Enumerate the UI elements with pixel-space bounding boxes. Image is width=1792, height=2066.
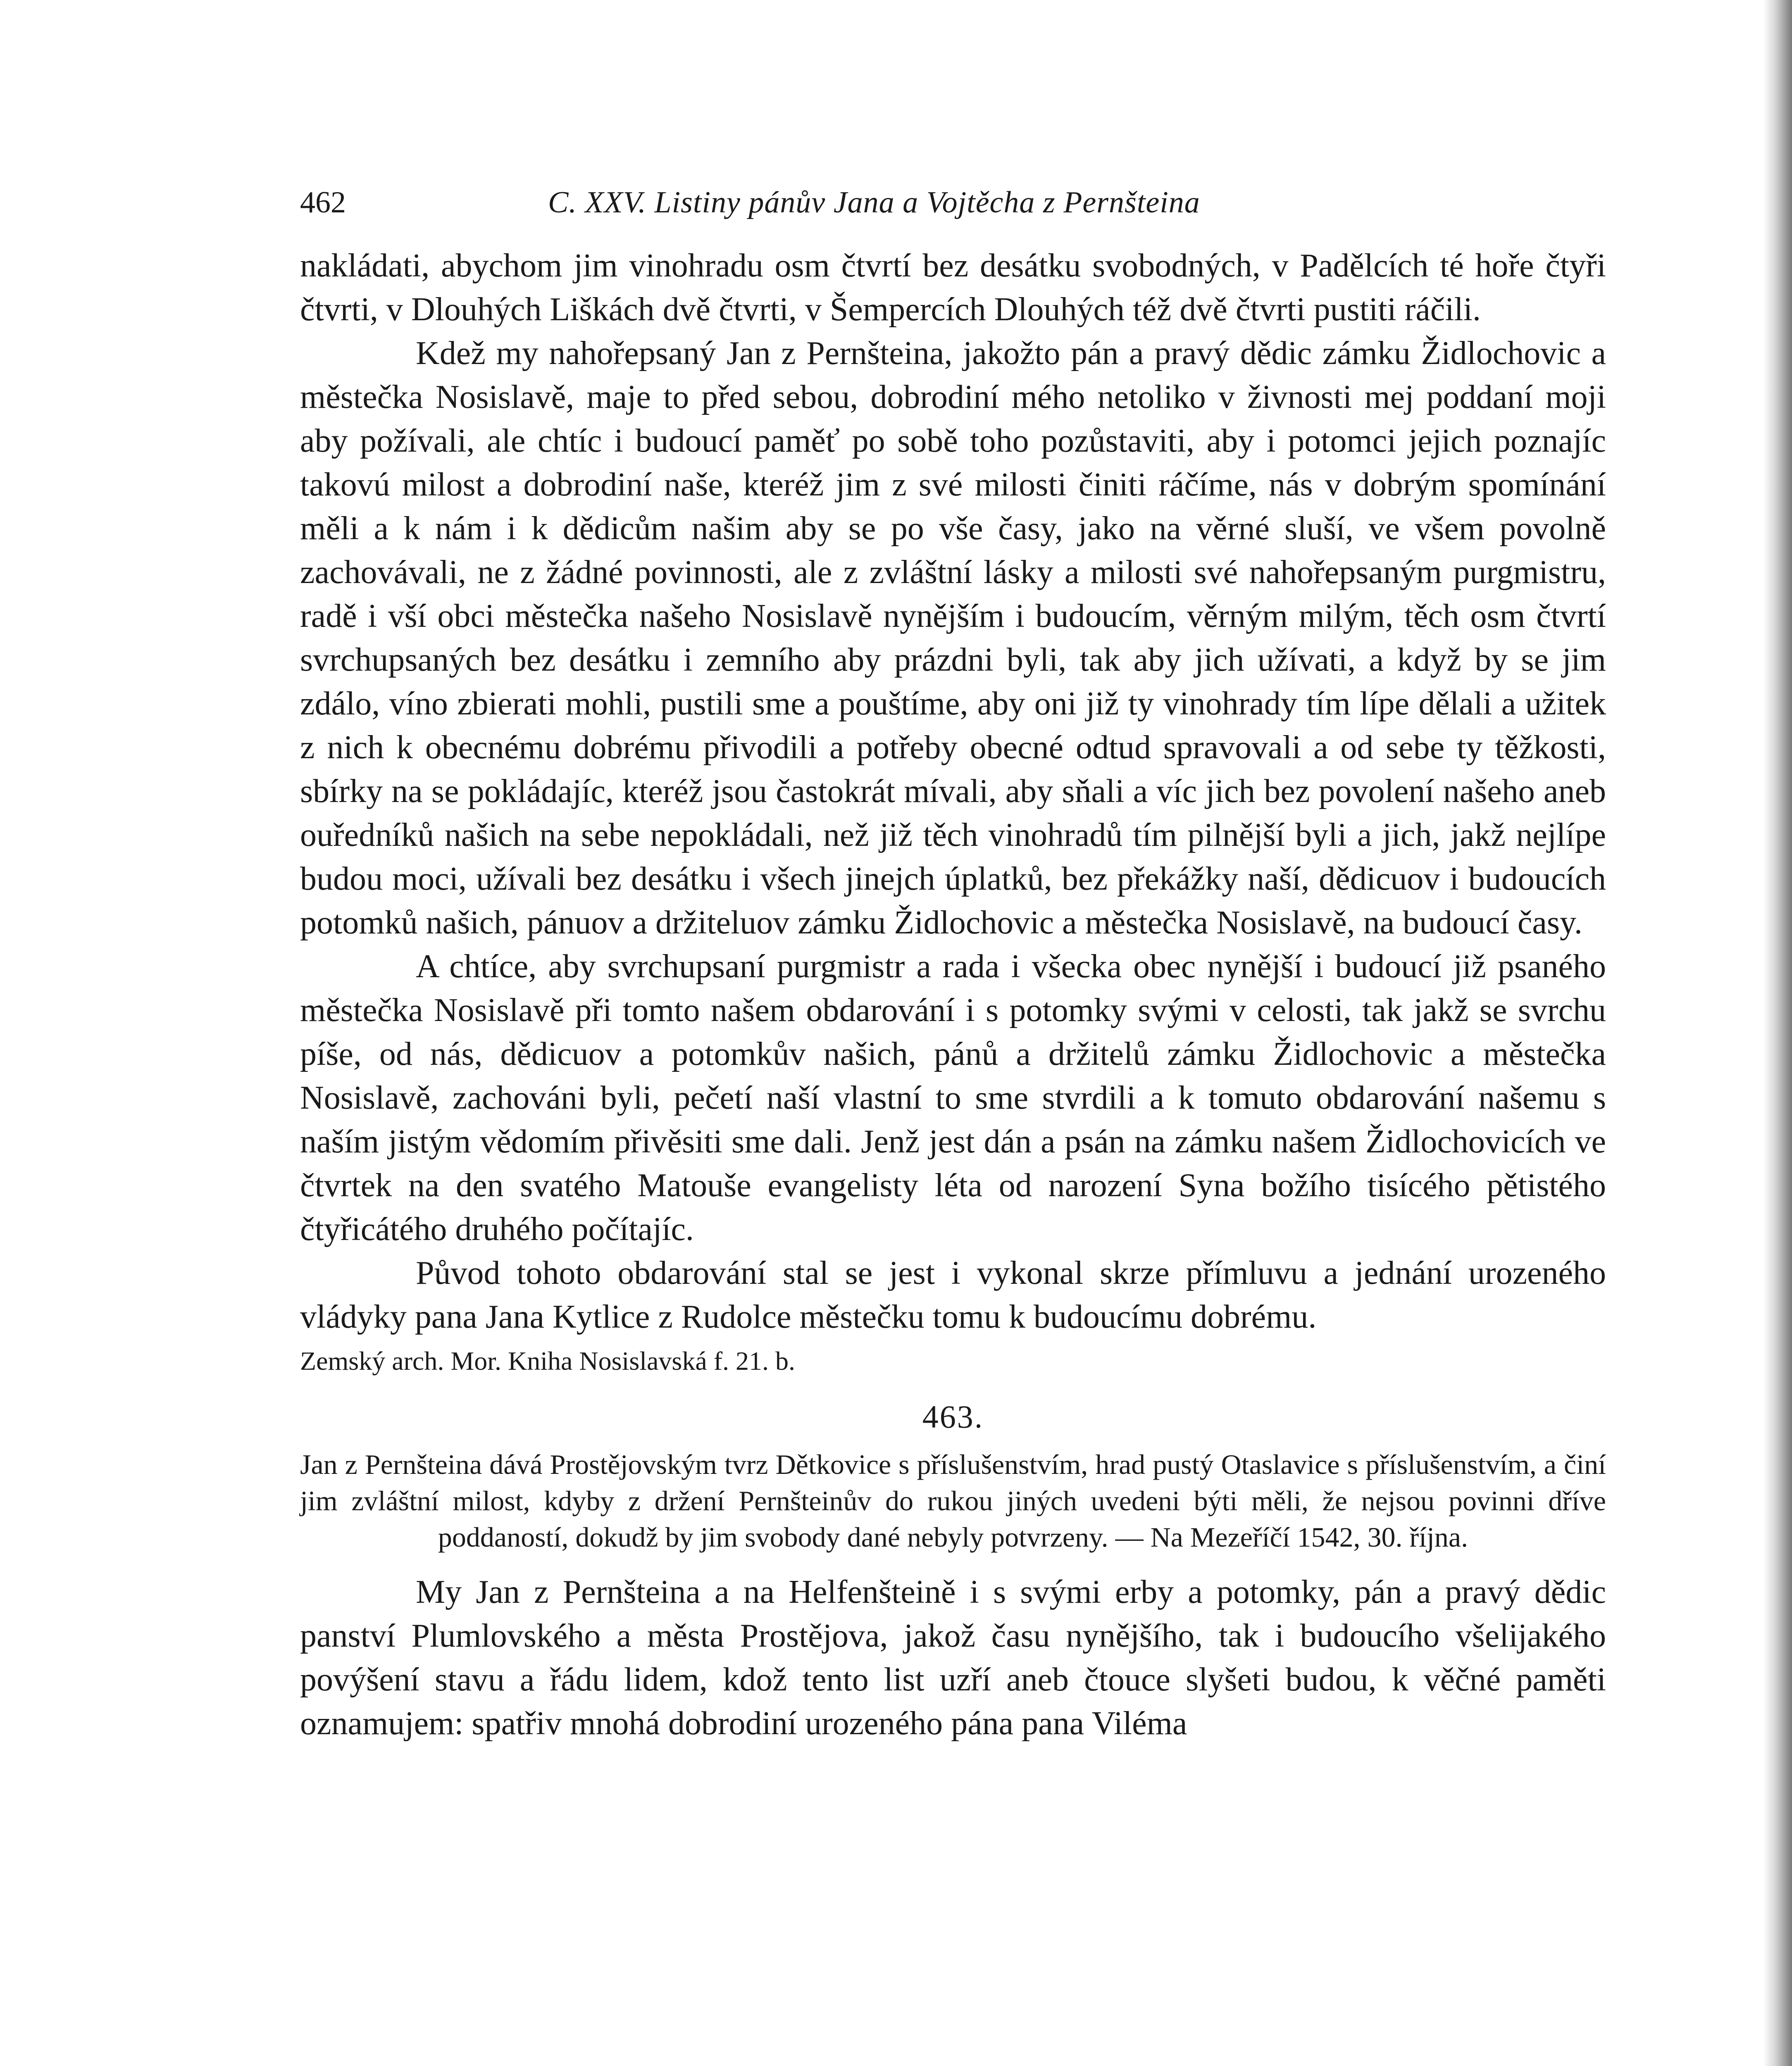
running-head bbox=[300, 178, 1606, 227]
paragraph: Původ tohoto obdarování stal se jest i vykonal skrze přímluvu a jednání urozeného vládyky pana Jana Kytlice z Rudolce městečku tomu k budoucímu dobrému. bbox=[300, 1255, 1606, 1335]
book-page bbox=[300, 178, 1606, 1745]
chapter-title: C. XXV. Listiny pánův Jana a Vojtěcha z Pernšteina bbox=[548, 186, 1200, 219]
paragraph: Kdež my nahořepsaný Jan z Pernšteina, jakožto pán a pravý dědic zámku Židlochovic a městečka Nosislavě, maje to před sebou, dobrodiní mého netoliko v živnosti mej poddaní moji aby požívali, ale chtíc i budoucí paměť po sobě toho pozůstaviti, aby i potomci jejich poznajíc takovú milost a dobrodiní naše, kteréž jim z své milosti činiti ráčíme, nás v dobrým spomínání měli a k nám i k dědicům našim aby se po vše časy, jako na věrné sluší, ve všem povolně zachovávali, ne z žádné povinnosti, ale z zvláštní lásky a milosti své nahořepsaným purgmistru, radě i vší obci městečka našeho Nosislavě nynějším i budoucím, věrným milým, těch osm čtvrtí svrchupsaných bez desátku i zemního aby prázdni byli, tak aby jich užívati, a když by se jim zdálo, víno zbierati mohli, pustili sme a pouštíme, aby oni již ty vinohrady tím lípe dělali a užitek z nich k obecnému dobrému přivodili a potřeby obecné odtud spravovali a od sebe ty těžkosti, sbírky na se pokládajíc, kteréž jsou častokrát mívali, aby sňali a víc jich bez povolení našeho aneb ouředníků našich na sebe nepokládali, než již těch vinohradů tím pilnější byli a jich, jakž nejlípe budou moci, užívali bez desátku i všech jinejch úplatků, bez překážky naší, dědicuov i budoucích potomků našich, pánuov a držiteluov zámku Židlochovic a městečka Nosislavě, na budoucí časy. bbox=[300, 335, 1606, 941]
paragraph: A chtíce, aby svrchupsaní purgmistr a rada i všecka obec nynější i budoucí již psaného městečka Nosislavě při tomto našem obdarování i s potomky svými v celosti, tak jakž se svrchu píše, od nás, dědicuov a potomkův našich, pánů a držitelů zámku Židlochovic a městečka Nosislavě, zachováni byli, pečetí naší vlastní to sme stvrdili a k tomuto obdarování našemu s naším jistým vědomím přivěsiti sme dali. Jenž jest dán a psán na zámku našem Židlochovicích ve čtvrtek na den svatého Matouše evangelisty léta od narození Syna božího tisícého pětistého čtyřicátého druhého počítajíc. bbox=[300, 948, 1606, 1247]
archive-source-note: Zemský arch. Mor. Kniha Nosislavská f. 21. b. bbox=[300, 1346, 796, 1376]
page-number: 462 bbox=[300, 186, 346, 219]
document-regest: Jan z Pernšteina dává Prostějovským tvrz Dětkovice s příslušenstvím, hrad pustý Otaslavice s příslušenstvím, a činí jim zvláštní milost, kdyby z držení Pernšteinův do rukou jiných uvedeni býti měli, že nejsou povinni dříve poddaností, dokudž by jim svobody dané nebyly potvrzeny. — Na Mezeříčí 1542, 30. října. bbox=[300, 1449, 1606, 1553]
paragraph: nakládati, abychom jim vinohradu osm čtvrtí bez desátku svobodných, v Padělcích té hoře čtyři čtvrti, v Dlouhých Liškách dvě čtvrti, v Šempercích Dlouhých též dvě čtvrti pustiti ráčili. bbox=[300, 248, 1606, 328]
document-463-text bbox=[300, 1570, 1606, 1745]
paragraph: My Jan z Pernšteina a na Helfenšteině i s svými erby a potomky, pán a pravý dědic panství Plumlovského a města Prostějova, jakož času nynějšího, tak i budoucího všelijakého povýšení stavu a řádu lidem, kdož tento list uzří aneb čtouce slyšeti budou, k věčné paměti oznamujem: spatřiv mnohá dobrodiní urozeného pána pana Viléma bbox=[300, 1574, 1606, 1742]
document-number: 463. bbox=[922, 1399, 984, 1435]
document-462-text bbox=[300, 244, 1606, 1339]
scan-page-edge bbox=[1763, 0, 1792, 2066]
